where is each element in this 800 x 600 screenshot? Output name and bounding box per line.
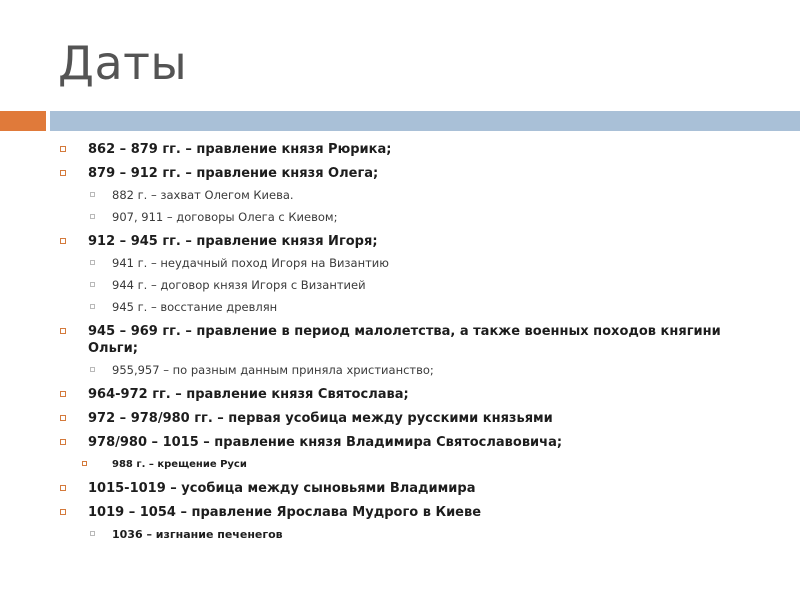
list-item (60, 323, 760, 357)
list-item-text: 879 – 912 гг. – правление князя Олега; (88, 166, 379, 181)
list-item-text: 907, 911 – договоры Олега с Киевом; (112, 210, 338, 224)
list-item-text: 964-972 гг. – правление князя Святослава; (88, 387, 409, 402)
list-item-text: 955,957 – по разным данным приняла христианство; (112, 363, 434, 377)
list-item-text: 945 – 969 гг. – правление в период малолетства, а также военных походов княгини Ольги; (88, 324, 721, 356)
square-bullet-icon (90, 192, 95, 197)
list-subitem (60, 209, 760, 226)
square-bullet-icon (60, 146, 66, 152)
list-subitem (60, 277, 760, 294)
square-bullet-icon (90, 304, 95, 309)
list-subitem (60, 187, 760, 204)
list-item-text: 1015-1019 – усобица между сыновьями Владимира (88, 481, 476, 496)
list-item-text: 882 г. – захват Олегом Киева. (112, 188, 294, 202)
square-bullet-icon (90, 367, 95, 372)
list-item-text: 1019 – 1054 – правление Ярослава Мудрого в Киеве (88, 505, 482, 520)
list-item (60, 233, 760, 250)
list-item (60, 165, 760, 182)
list-subitem (60, 255, 760, 272)
square-bullet-icon (60, 391, 66, 397)
list-subitem (60, 362, 760, 379)
list-item-text: 912 – 945 гг. – правление князя Игоря; (88, 234, 378, 249)
list-item (60, 410, 760, 427)
list-subitem (60, 526, 760, 543)
list-item-text: 1036 – изгнание печенегов (112, 528, 283, 541)
slide-title: Даты (58, 36, 188, 90)
accent-bar-blue (50, 111, 800, 131)
list-item (60, 434, 760, 451)
list-item-text: 862 – 879 гг. – правление князя Рюрика; (88, 142, 392, 157)
square-bullet-icon (60, 328, 66, 334)
square-bullet-icon (90, 214, 95, 219)
list-subitem (60, 456, 760, 473)
list-item-text: 944 г. – договор князя Игоря с Византией (112, 278, 366, 292)
accent-bar-orange (0, 111, 46, 131)
list-item-text: 988 г. – крещение Руси (112, 459, 247, 470)
list-item (60, 504, 760, 521)
list-item-text: 972 – 978/980 гг. – первая усобица между русскими князьями (88, 411, 553, 426)
square-bullet-icon (60, 238, 66, 244)
square-bullet-icon (90, 260, 95, 265)
list-item-text: 978/980 – 1015 – правление князя Владимира Святославовича; (88, 435, 563, 450)
list-item (60, 386, 760, 403)
list-item-text: 945 г. – восстание древлян (112, 300, 278, 314)
square-bullet-icon (90, 531, 95, 536)
square-bullet-icon (60, 485, 66, 491)
list-item (60, 480, 760, 497)
square-bullet-icon (82, 461, 87, 466)
list-item (60, 141, 760, 158)
square-bullet-icon (60, 439, 66, 445)
square-bullet-icon (60, 170, 66, 176)
square-bullet-icon (60, 415, 66, 421)
square-bullet-icon (60, 509, 66, 515)
list-item-text: 941 г. – неудачный поход Игоря на Византию (112, 256, 389, 270)
list-subitem (60, 299, 760, 316)
bullet-list (60, 141, 760, 543)
square-bullet-icon (90, 282, 95, 287)
